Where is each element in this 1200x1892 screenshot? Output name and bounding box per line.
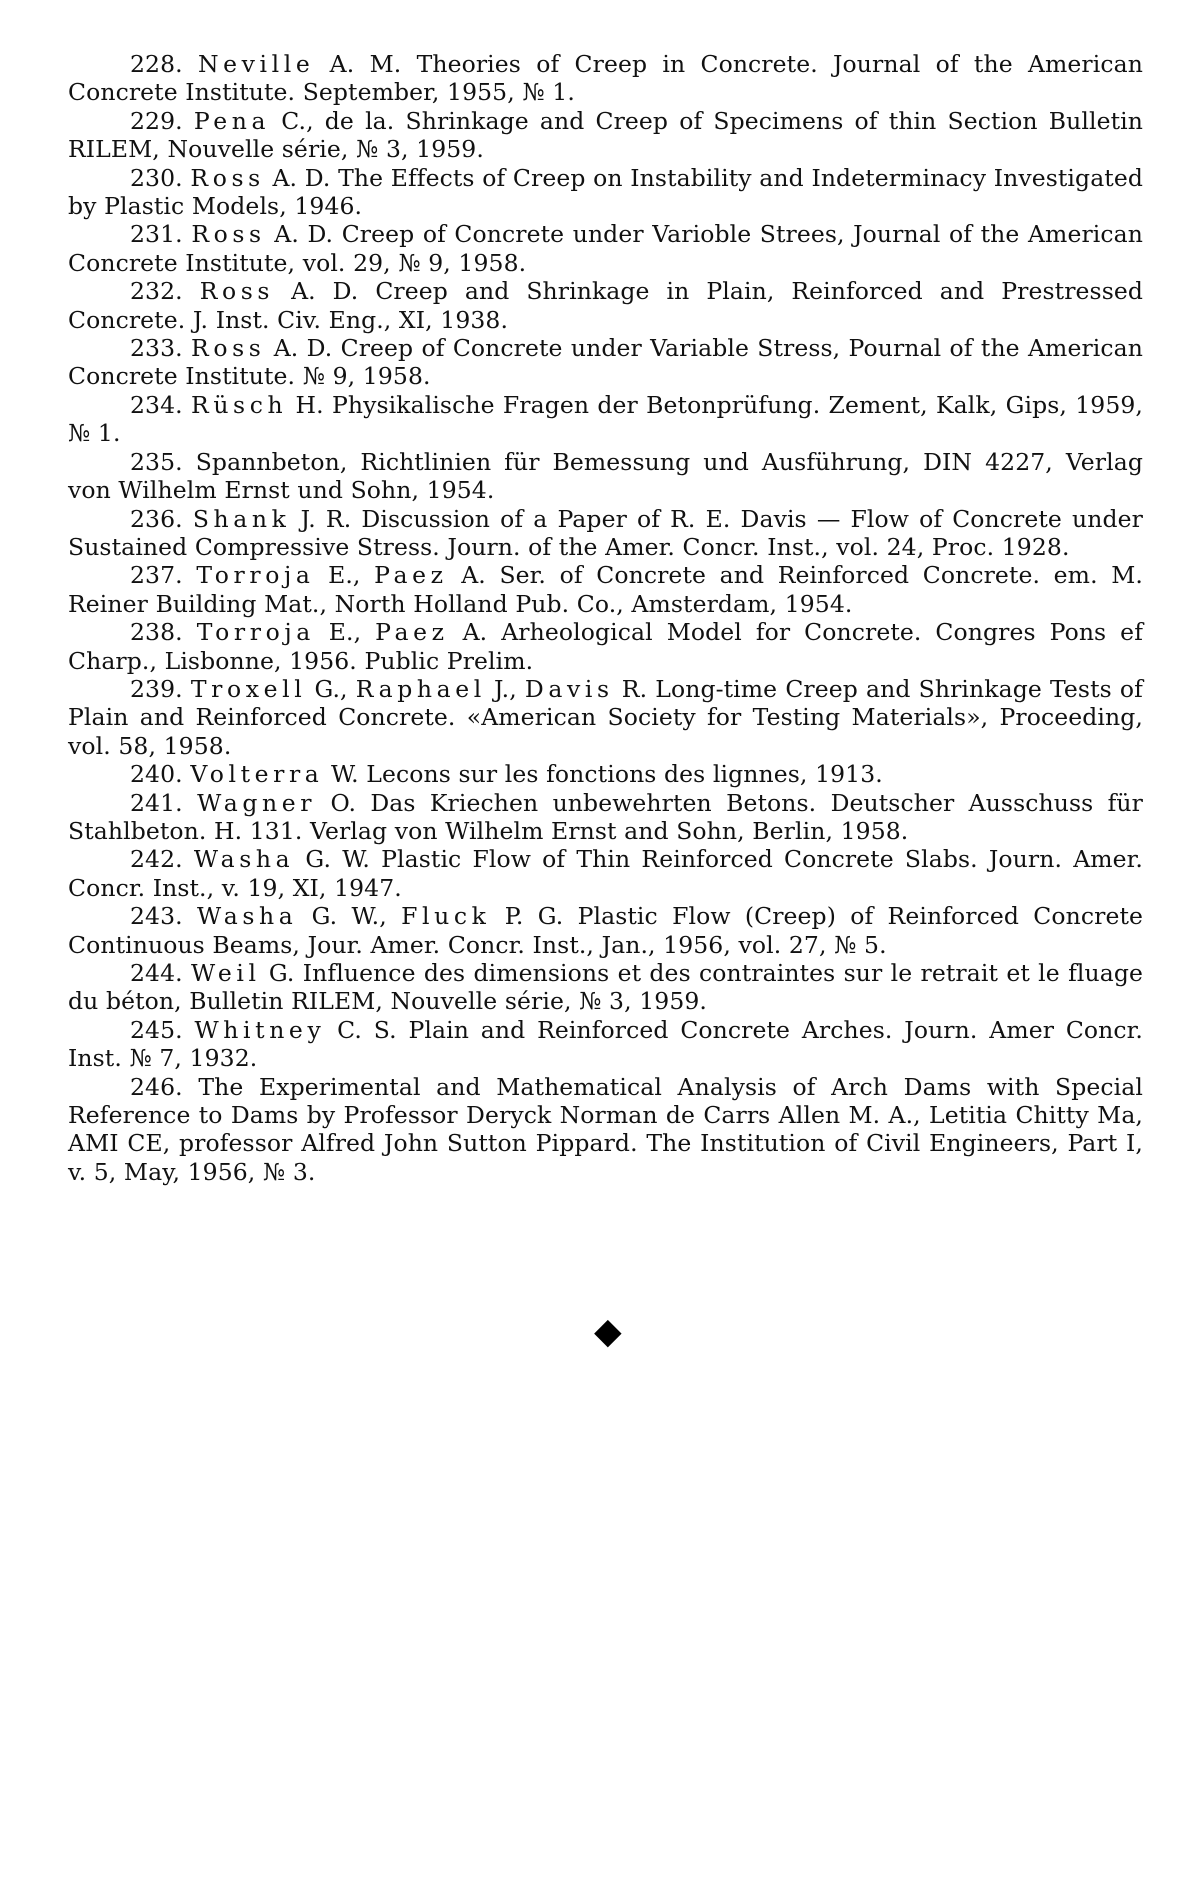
- reference-author: Paez: [374, 561, 448, 590]
- reference-number: 236.: [130, 504, 183, 533]
- reference-author: Ross: [191, 220, 266, 249]
- reference-number: 241.: [130, 788, 183, 817]
- reference-number: 240.: [130, 760, 183, 789]
- reference-entry: [68, 959, 1143, 1016]
- reference-text: A. D. Creep of Concrete under Varioble Strees, Journal of the American Concrete Institute, vol. 29, № 9, 1958.: [68, 220, 1144, 277]
- reference-number: 246.: [130, 1072, 183, 1101]
- reference-author: Torroja: [196, 561, 315, 590]
- reference-entry: [68, 50, 1143, 107]
- reference-text: E.,: [314, 618, 376, 647]
- reference-author: Shank: [192, 504, 291, 533]
- reference-text: J. R. Discussion of a Paper of R. E. Davis — Flow of Concrete under Sustained Compressive Stress. Journ. of the Amer. Concr. Inst., vol. 24, Proc. 1928.: [68, 504, 1143, 561]
- reference-text: A. D. The Effects of Creep on Instability and Indeterminacy Investigated by Plastic Models, 1946.: [68, 163, 1143, 221]
- reference-text: Spannbeton, Richtlinien für Bemessung und Ausführung, DIN 4227, Verlag von Wilhelm Ernst und Sohn, 1954.: [68, 447, 1143, 505]
- reference-number: 230.: [130, 163, 183, 192]
- reference-author: Rüsch: [191, 390, 288, 419]
- reference-text: A. D. Creep and Shrinkage in Plain, Reinforced and Prestressed Concrete. J. Inst. Civ. Eng., XI, 1938.: [68, 277, 1144, 334]
- reference-entry: [68, 164, 1143, 221]
- reference-text: G.,: [306, 674, 356, 703]
- reference-author: Ross: [191, 334, 266, 363]
- reference-text: A. Ser. of Concrete and Reinforced Concrete. em. M. Reiner Building Mat., North Holland Pub. Co., Amsterdam, 1954.: [68, 561, 1143, 618]
- reference-number: 228.: [130, 50, 183, 78]
- reference-number: 243.: [130, 902, 183, 931]
- reference-list: [68, 50, 1143, 1186]
- reference-entry: [68, 902, 1143, 959]
- reference-entry: [68, 618, 1143, 675]
- reference-text: C., de la. Shrinkage and Creep of Specimens of thin Section Bulletin RILEM, Nouvelle série, № 3, 1959.: [68, 106, 1144, 164]
- reference-text: J.,: [485, 674, 525, 703]
- reference-entry: [68, 277, 1143, 334]
- reference-number: 233.: [130, 334, 183, 363]
- reference-author: Fluck: [401, 902, 491, 931]
- reference-number: 245.: [130, 1015, 183, 1044]
- reference-number: 237.: [130, 561, 183, 590]
- reference-author: Weil: [191, 959, 261, 987]
- reference-author: Volterra: [190, 760, 324, 789]
- reference-author: Washa: [193, 845, 295, 874]
- reference-author: Troxell: [190, 674, 307, 703]
- reference-text: R. Long-time Creep and Shrinkage Tests of Plain and Reinforced Concrete. «American Society for Testing Materials», Proceeding, vol. 58, 1958.: [68, 674, 1143, 760]
- reference-author: Washa: [197, 902, 298, 931]
- reference-text: A. D. Creep of Concrete under Variable Stress, Pournal of the American Concrete Institute. № 9, 1958.: [68, 334, 1144, 391]
- reference-entry: [68, 334, 1143, 391]
- reference-entry: [68, 1016, 1143, 1073]
- end-ornament-diamond-icon: ◆: [594, 1311, 622, 1352]
- reference-author: Davis: [524, 674, 614, 703]
- reference-number: 244.: [130, 959, 183, 987]
- reference-author: Pena: [193, 106, 271, 135]
- reference-number: 242.: [130, 845, 183, 874]
- reference-author: Raphael: [355, 674, 486, 703]
- reference-text: G. W. Plastic Flow of Thin Reinforced Concrete Slabs. Journ. Amer. Concr. Inst., v. 19, XI, 1947.: [68, 845, 1143, 902]
- reference-author: Whitney: [194, 1015, 326, 1044]
- reference-entry: [68, 789, 1143, 846]
- reference-author: Torroja: [196, 618, 315, 647]
- reference-text: G. Influence des dimensions et des contraintes sur le retrait et le fluage du béton, Bulletin RILEM, Nouvelle série, № 3, 1959.: [68, 959, 1143, 1016]
- reference-text: W. Lecons sur les fonctions des lignnes, 1913.: [323, 760, 883, 789]
- reference-entry: [68, 845, 1143, 902]
- reference-text: The Experimental and Mathematical Analysis of Arch Dams with Special Reference to Dams by Professor Deryck Norman de Carrs Allen M. A., Letitia Chitty Ma, AMI CE, professor Alfred John Sutton Pippard. The Institution of Civil Engineers, Part I, v. 5, May, 1956, № 3.: [68, 1072, 1143, 1186]
- reference-entry: [68, 675, 1143, 760]
- reference-text: C. S. Plain and Reinforced Concrete Arches. Journ. Amer Concr. Inst. № 7, 1932.: [68, 1015, 1143, 1073]
- reference-number: 235.: [130, 447, 183, 476]
- reference-text: A. Arheological Model for Concrete. Congres Pons ef Charp., Lisbonne, 1956. Public Prelim.: [68, 618, 1143, 675]
- reference-text: H. Physikalische Fragen der Betonprüfung. Zement, Kalk, Gips, 1959, № 1.: [68, 390, 1144, 448]
- reference-entry: [68, 505, 1143, 562]
- reference-number: 234.: [130, 390, 183, 419]
- reference-text: E.,: [314, 561, 375, 590]
- reference-author: Neville: [198, 50, 315, 78]
- reference-entry: [68, 1073, 1143, 1187]
- reference-text: G. W.,: [297, 902, 402, 931]
- reference-number: 229.: [130, 106, 183, 135]
- reference-number: 239.: [130, 674, 183, 703]
- reference-author: Ross: [190, 163, 265, 192]
- reference-author: Wagner: [197, 788, 317, 817]
- reference-number: 231.: [130, 220, 183, 249]
- reference-text: A. M. Theories of Creep in Concrete. Journal of the American Concrete Institute. September, 1955, № 1.: [68, 50, 1143, 107]
- reference-entry: [68, 107, 1143, 164]
- reference-number: 238.: [130, 618, 183, 647]
- reference-author: Ross: [199, 277, 275, 306]
- reference-entry: [68, 391, 1143, 448]
- reference-entry: [68, 760, 1143, 788]
- reference-entry: [68, 448, 1143, 505]
- reference-entry: [68, 220, 1143, 277]
- reference-text: O. Das Kriechen unbewehrten Betons. Deutscher Ausschuss für Stahlbeton. H. 131. Verlag von Wilhelm Ernst and Sohn, Berlin, 1958.: [68, 788, 1144, 845]
- reference-number: 232.: [130, 277, 183, 306]
- reference-author: Paez: [375, 618, 449, 647]
- reference-text: P. G. Plastic Flow (Creep) of Reinforced Concrete Continuous Beams, Jour. Amer. Concr. Inst., Jan., 1956, vol. 27, № 5.: [68, 902, 1143, 959]
- reference-entry: [68, 561, 1143, 618]
